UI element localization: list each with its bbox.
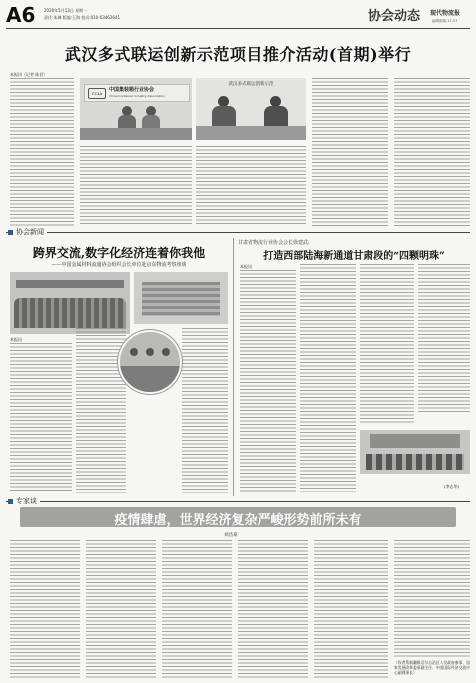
screen-header: 武汉多式联运创新示范 bbox=[228, 82, 274, 87]
banner-red bbox=[16, 280, 124, 288]
article4-col3-text bbox=[162, 540, 232, 678]
section-association-label: 协会新闻 bbox=[16, 228, 44, 236]
article3-signoff: (李志华) bbox=[444, 484, 460, 489]
article2-circle-photo bbox=[118, 330, 182, 394]
section-association bbox=[8, 227, 47, 237]
article1-photo-meeting bbox=[80, 78, 192, 140]
people-row bbox=[366, 454, 464, 470]
article1-col1-text bbox=[10, 78, 74, 198]
article3-kicker: 甘肃省物流行业协会会长徐建武: bbox=[238, 240, 310, 246]
person bbox=[142, 115, 160, 129]
article1-col3-text bbox=[196, 146, 306, 226]
header-rule bbox=[6, 28, 470, 29]
article2-byline: 本报讯 bbox=[10, 337, 22, 342]
article1-col4-text bbox=[312, 78, 388, 226]
section-expert bbox=[8, 496, 40, 506]
article4-col1-text bbox=[10, 540, 80, 678]
paper-name: 现代物流报 bbox=[430, 10, 461, 17]
person bbox=[130, 348, 138, 356]
article1-col2-text bbox=[80, 146, 192, 226]
article1-photo-screen bbox=[196, 78, 306, 140]
header-meta-right: 编辑邮箱:17-07 bbox=[432, 19, 458, 23]
person bbox=[162, 348, 170, 356]
table bbox=[80, 128, 192, 140]
person bbox=[212, 106, 236, 126]
person bbox=[264, 106, 288, 126]
banner bbox=[84, 84, 190, 102]
article4-title: 疫情肆虐，世界经济复杂严峻形势前所未有 bbox=[114, 513, 362, 528]
banner-text: 中国集装箱行业协会 bbox=[109, 87, 155, 93]
banner-sub: China Container Industry Association bbox=[109, 94, 165, 98]
article2-subtitle: ——中国金属材料流通协会组织会长单位赴京东物流考察座谈 bbox=[51, 262, 187, 268]
article4-title-banner bbox=[20, 507, 456, 527]
screen bbox=[370, 434, 460, 448]
article3-photo bbox=[360, 430, 470, 474]
building bbox=[142, 282, 220, 316]
article3-col4-text bbox=[418, 264, 470, 414]
article1-byline: 本报讯（记者 陈君） bbox=[10, 72, 48, 77]
section-marker-icon bbox=[8, 230, 13, 235]
article3-title: 打造西部陆海新通道甘肃段的“四颗明珠” bbox=[263, 251, 445, 262]
article1-col5-text bbox=[394, 78, 470, 226]
section-title: 协会动态 bbox=[368, 9, 421, 24]
article2-title: 跨界交流,数字化经济连着你我他 bbox=[32, 246, 206, 260]
person bbox=[146, 348, 154, 356]
article4-byline: 刘昌泰 bbox=[224, 533, 238, 538]
article2-building-photo bbox=[134, 272, 228, 324]
header-meta-2: 责任:朱琳 版编:王海 校员:010-63462641 bbox=[44, 15, 121, 20]
header-meta-1: 2020年5月13日 星期一 bbox=[44, 8, 88, 13]
section-expert-label: 专家谈 bbox=[16, 497, 37, 505]
article4-col6-text bbox=[394, 540, 470, 658]
article1-col1-text-b bbox=[10, 200, 74, 226]
column-divider bbox=[233, 238, 234, 496]
table bbox=[196, 126, 306, 140]
article4-col4-text bbox=[238, 540, 308, 678]
group bbox=[14, 298, 126, 328]
article2-col3-text bbox=[182, 328, 228, 493]
article3-byline: 本报讯 bbox=[240, 264, 252, 269]
article2-group-photo bbox=[10, 272, 130, 334]
author-note: （作者系新疆维吾尔自治区人民政府参事、国家发展改革委原副主任、中国国际经济交流中心副理事长） bbox=[394, 660, 470, 675]
article3-col1-text bbox=[240, 270, 296, 492]
page-label: A6 bbox=[6, 3, 36, 27]
person bbox=[118, 115, 136, 129]
article2-col1-text bbox=[10, 343, 72, 493]
section-rule bbox=[6, 232, 470, 233]
article4-col5-text bbox=[314, 540, 388, 678]
article4-col2-text bbox=[86, 540, 156, 678]
section-rule bbox=[6, 501, 470, 502]
article3-col3-text bbox=[360, 264, 414, 424]
table bbox=[120, 366, 182, 392]
section-marker-icon bbox=[8, 499, 13, 504]
association-logo-icon: CCIA bbox=[88, 88, 106, 99]
article3-col2-text bbox=[300, 264, 356, 492]
article1-title: 武汉多式联运创新示范项目推介活动(首期)举行 bbox=[64, 45, 412, 64]
